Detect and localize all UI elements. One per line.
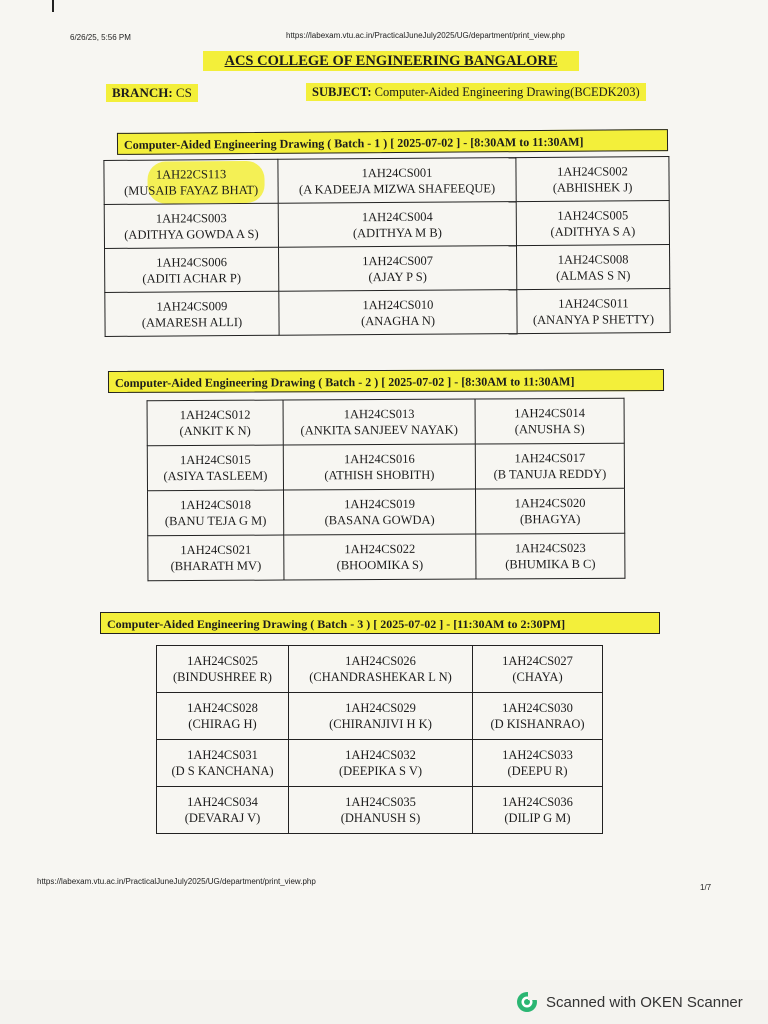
pen-mark: [52, 0, 54, 12]
student-name: (D S KANCHANA): [171, 764, 274, 778]
table-row: [157, 740, 603, 787]
student-name: (ANKIT K N): [179, 423, 251, 439]
student-id: 1AH24CS028: [187, 701, 258, 715]
student-name: (BHAGYA): [519, 511, 581, 527]
student-id: 1AH24CS019: [344, 496, 416, 512]
student-id: 1AH24CS003: [155, 210, 227, 226]
student-cell: [473, 693, 603, 740]
table-row: [105, 245, 670, 293]
student-id: 1AH24CS032: [345, 748, 416, 762]
student-name: (DILIP G M): [504, 811, 571, 825]
student-cell: [157, 646, 289, 693]
subject-line: [306, 83, 646, 101]
student-cell: [516, 201, 669, 246]
table-row: [105, 289, 670, 337]
student-name: (BHOOMIKA S): [336, 557, 424, 573]
student-name: (CHAYA): [512, 670, 563, 684]
table-row: [104, 201, 669, 249]
student-cell: [157, 787, 289, 834]
student-cell: [284, 489, 476, 535]
student-name: (BANU TEJA G M): [164, 513, 267, 529]
table-row: [157, 646, 603, 693]
student-id: 1AH24CS020: [514, 495, 586, 511]
student-cell: [278, 202, 516, 248]
student-name: (CHANDRASHEKAR L N): [309, 670, 452, 684]
student-id: 1AH22CS113: [155, 166, 227, 182]
student-name: (A KADEEJA MIZWA SHAFEEQUE): [298, 180, 496, 197]
table-row: [147, 398, 624, 445]
student-cell: [147, 445, 283, 491]
student-name: (AMARESH ALLI): [141, 314, 243, 330]
print-datetime: 6/26/25, 5:56 PM: [70, 33, 131, 42]
student-id: 1AH24CS018: [180, 497, 252, 513]
student-cell: [105, 291, 279, 336]
table-row: [157, 787, 603, 834]
student-name: (BHARATH MV): [170, 558, 262, 574]
print-footer-url: https://labexam.vtu.ac.in/PracticalJuneJuly2025/UG/department/print_view.php: [37, 877, 316, 886]
student-id: 1AH24CS014: [514, 405, 586, 421]
student-cell: [104, 203, 278, 248]
student-cell: [148, 535, 284, 581]
student-id: 1AH24CS022: [344, 541, 416, 557]
student-id: 1AH24CS033: [502, 748, 573, 762]
student-cell: [283, 444, 475, 490]
student-cell: [289, 740, 473, 787]
student-cell: [475, 398, 624, 444]
subject-value: Computer-Aided Engineering Drawing(BCEDK203): [374, 85, 640, 99]
student-id: 1AH24CS023: [514, 540, 586, 556]
student-name: (ADITHYA S A): [550, 223, 636, 239]
student-id: 1AH24CS013: [343, 406, 415, 422]
student-cell: [289, 646, 473, 693]
student-id: 1AH24CS009: [156, 298, 228, 314]
table-row: [147, 443, 624, 490]
student-name: (B TANUJA REDDY): [493, 466, 607, 482]
student-cell: [475, 488, 624, 534]
batch-2-title: Computer-Aided Engineering Drawing ( Batch - 2 ) [ 2025-07-02 ] - [8:30AM to 11:30AM]: [108, 369, 664, 393]
student-cell: [278, 158, 516, 204]
student-id: 1AH24CS010: [362, 297, 434, 312]
highlighted-student: [124, 167, 258, 198]
student-cell: [148, 490, 284, 536]
student-cell: [517, 289, 670, 334]
student-id: 1AH24CS026: [345, 654, 416, 668]
student-name: (ANAGHA N): [360, 313, 436, 328]
student-name: (ANANYA P SHETTY): [532, 311, 655, 327]
student-cell: [289, 693, 473, 740]
branch-value: CS: [175, 85, 192, 100]
student-cell: [289, 787, 473, 834]
student-name: (ANKITA SANJEEV NAYAK): [300, 422, 458, 438]
branch-label: BRANCH:: [112, 85, 173, 100]
student-name: (ANUSHA S): [514, 421, 585, 437]
student-id: 1AH24CS005: [557, 207, 629, 223]
student-id: 1AH24CS036: [502, 795, 573, 809]
student-id: 1AH24CS015: [179, 452, 251, 468]
student-id: 1AH24CS034: [187, 795, 258, 809]
student-name: (DEVARAJ V): [184, 811, 261, 825]
student-cell: [516, 157, 669, 202]
student-cell: [476, 533, 625, 579]
table-row: [157, 693, 603, 740]
student-name: (DEEPIKA S V): [338, 764, 423, 778]
student-cell: [473, 787, 603, 834]
student-cell: [475, 443, 624, 489]
student-name: (ABHISHEK J): [552, 179, 633, 195]
student-name: (BHUMIKA B C): [505, 556, 596, 572]
student-name: (DHANUSH S): [340, 811, 421, 825]
table-row: [104, 157, 669, 205]
page-number: 1/7: [700, 883, 712, 892]
student-cell: [473, 740, 603, 787]
student-name: (ADITHYA M B): [352, 225, 442, 240]
student-id: 1AH24CS008: [557, 251, 629, 267]
batch-1-table: [103, 156, 670, 337]
student-id: 1AH24CS021: [180, 542, 252, 558]
student-name: (AJAY P S): [368, 269, 427, 284]
college-title: ACS COLLEGE OF ENGINEERING BANGALORE: [203, 51, 579, 71]
student-cell: [284, 534, 476, 580]
student-cell: [157, 740, 289, 787]
student-cell: [516, 245, 669, 290]
student-name: (MUSAIB FAYAZ BHAT): [124, 182, 259, 198]
student-id: 1AH24CS012: [179, 407, 251, 423]
student-id: 1AH24CS002: [557, 163, 628, 179]
student-name: (DEEPU R): [507, 764, 568, 778]
student-name: (ATHISH SHOBITH): [324, 467, 435, 483]
student-id: 1AH24CS001: [361, 165, 433, 180]
batch-1-title: Computer-Aided Engineering Drawing ( Batch - 1 ) [ 2025-07-02 ] - [8:30AM to 11:30AM]: [117, 129, 668, 155]
student-id: 1AH24CS007: [362, 253, 434, 268]
student-cell: [104, 159, 278, 204]
branch-line: [106, 84, 198, 102]
student-cell: [157, 693, 289, 740]
student-name: (ALMAS S N): [556, 267, 631, 283]
batch-3-title: Computer-Aided Engineering Drawing ( Batch - 3 ) [ 2025-07-02 ] - [11:30AM to 2:30PM]: [100, 612, 660, 634]
table-row: [148, 533, 625, 580]
student-name: (ASIYA TASLEEM): [163, 468, 268, 484]
student-id: 1AH24CS017: [514, 450, 586, 466]
student-cell: [283, 399, 475, 445]
student-cell: [147, 400, 283, 446]
table-row: [148, 488, 625, 535]
student-name: (CHIRANJIVI H K): [329, 717, 432, 731]
student-id: 1AH24CS025: [187, 654, 258, 668]
scanner-label: Scanned with OKEN Scanner: [546, 993, 743, 1011]
student-id: 1AH24CS004: [361, 209, 433, 224]
student-id: 1AH24CS035: [345, 795, 416, 809]
student-name: (CHIRAG H): [188, 717, 257, 731]
scanner-watermark: [516, 991, 743, 1013]
student-id: 1AH24CS016: [343, 451, 415, 467]
student-id: 1AH24CS027: [502, 654, 573, 668]
student-name: (ADITHYA GOWDA A S): [124, 226, 259, 242]
student-cell: [473, 646, 603, 693]
student-id: 1AH24CS011: [558, 295, 629, 311]
print-header-url: https://labexam.vtu.ac.in/PracticalJuneJuly2025/UG/department/print_view.php: [286, 31, 565, 40]
oken-scanner-logo-icon: [516, 991, 538, 1013]
student-name: (BINDUSHREE R): [173, 670, 272, 684]
student-cell: [279, 290, 517, 336]
student-cell: [279, 246, 517, 292]
student-name: (BASANA GOWDA): [324, 512, 435, 528]
student-name: (D KISHANRAO): [490, 717, 585, 731]
student-name: (ADITI ACHAR P): [142, 270, 242, 286]
subject-label: SUBJECT:: [312, 85, 372, 99]
student-id: 1AH24CS031: [187, 748, 258, 762]
batch-3-table: [156, 645, 603, 834]
student-id: 1AH24CS006: [156, 254, 228, 270]
batch-2-table: [147, 398, 626, 582]
student-cell: [105, 247, 279, 292]
student-id: 1AH24CS030: [502, 701, 573, 715]
student-id: 1AH24CS029: [345, 701, 416, 715]
